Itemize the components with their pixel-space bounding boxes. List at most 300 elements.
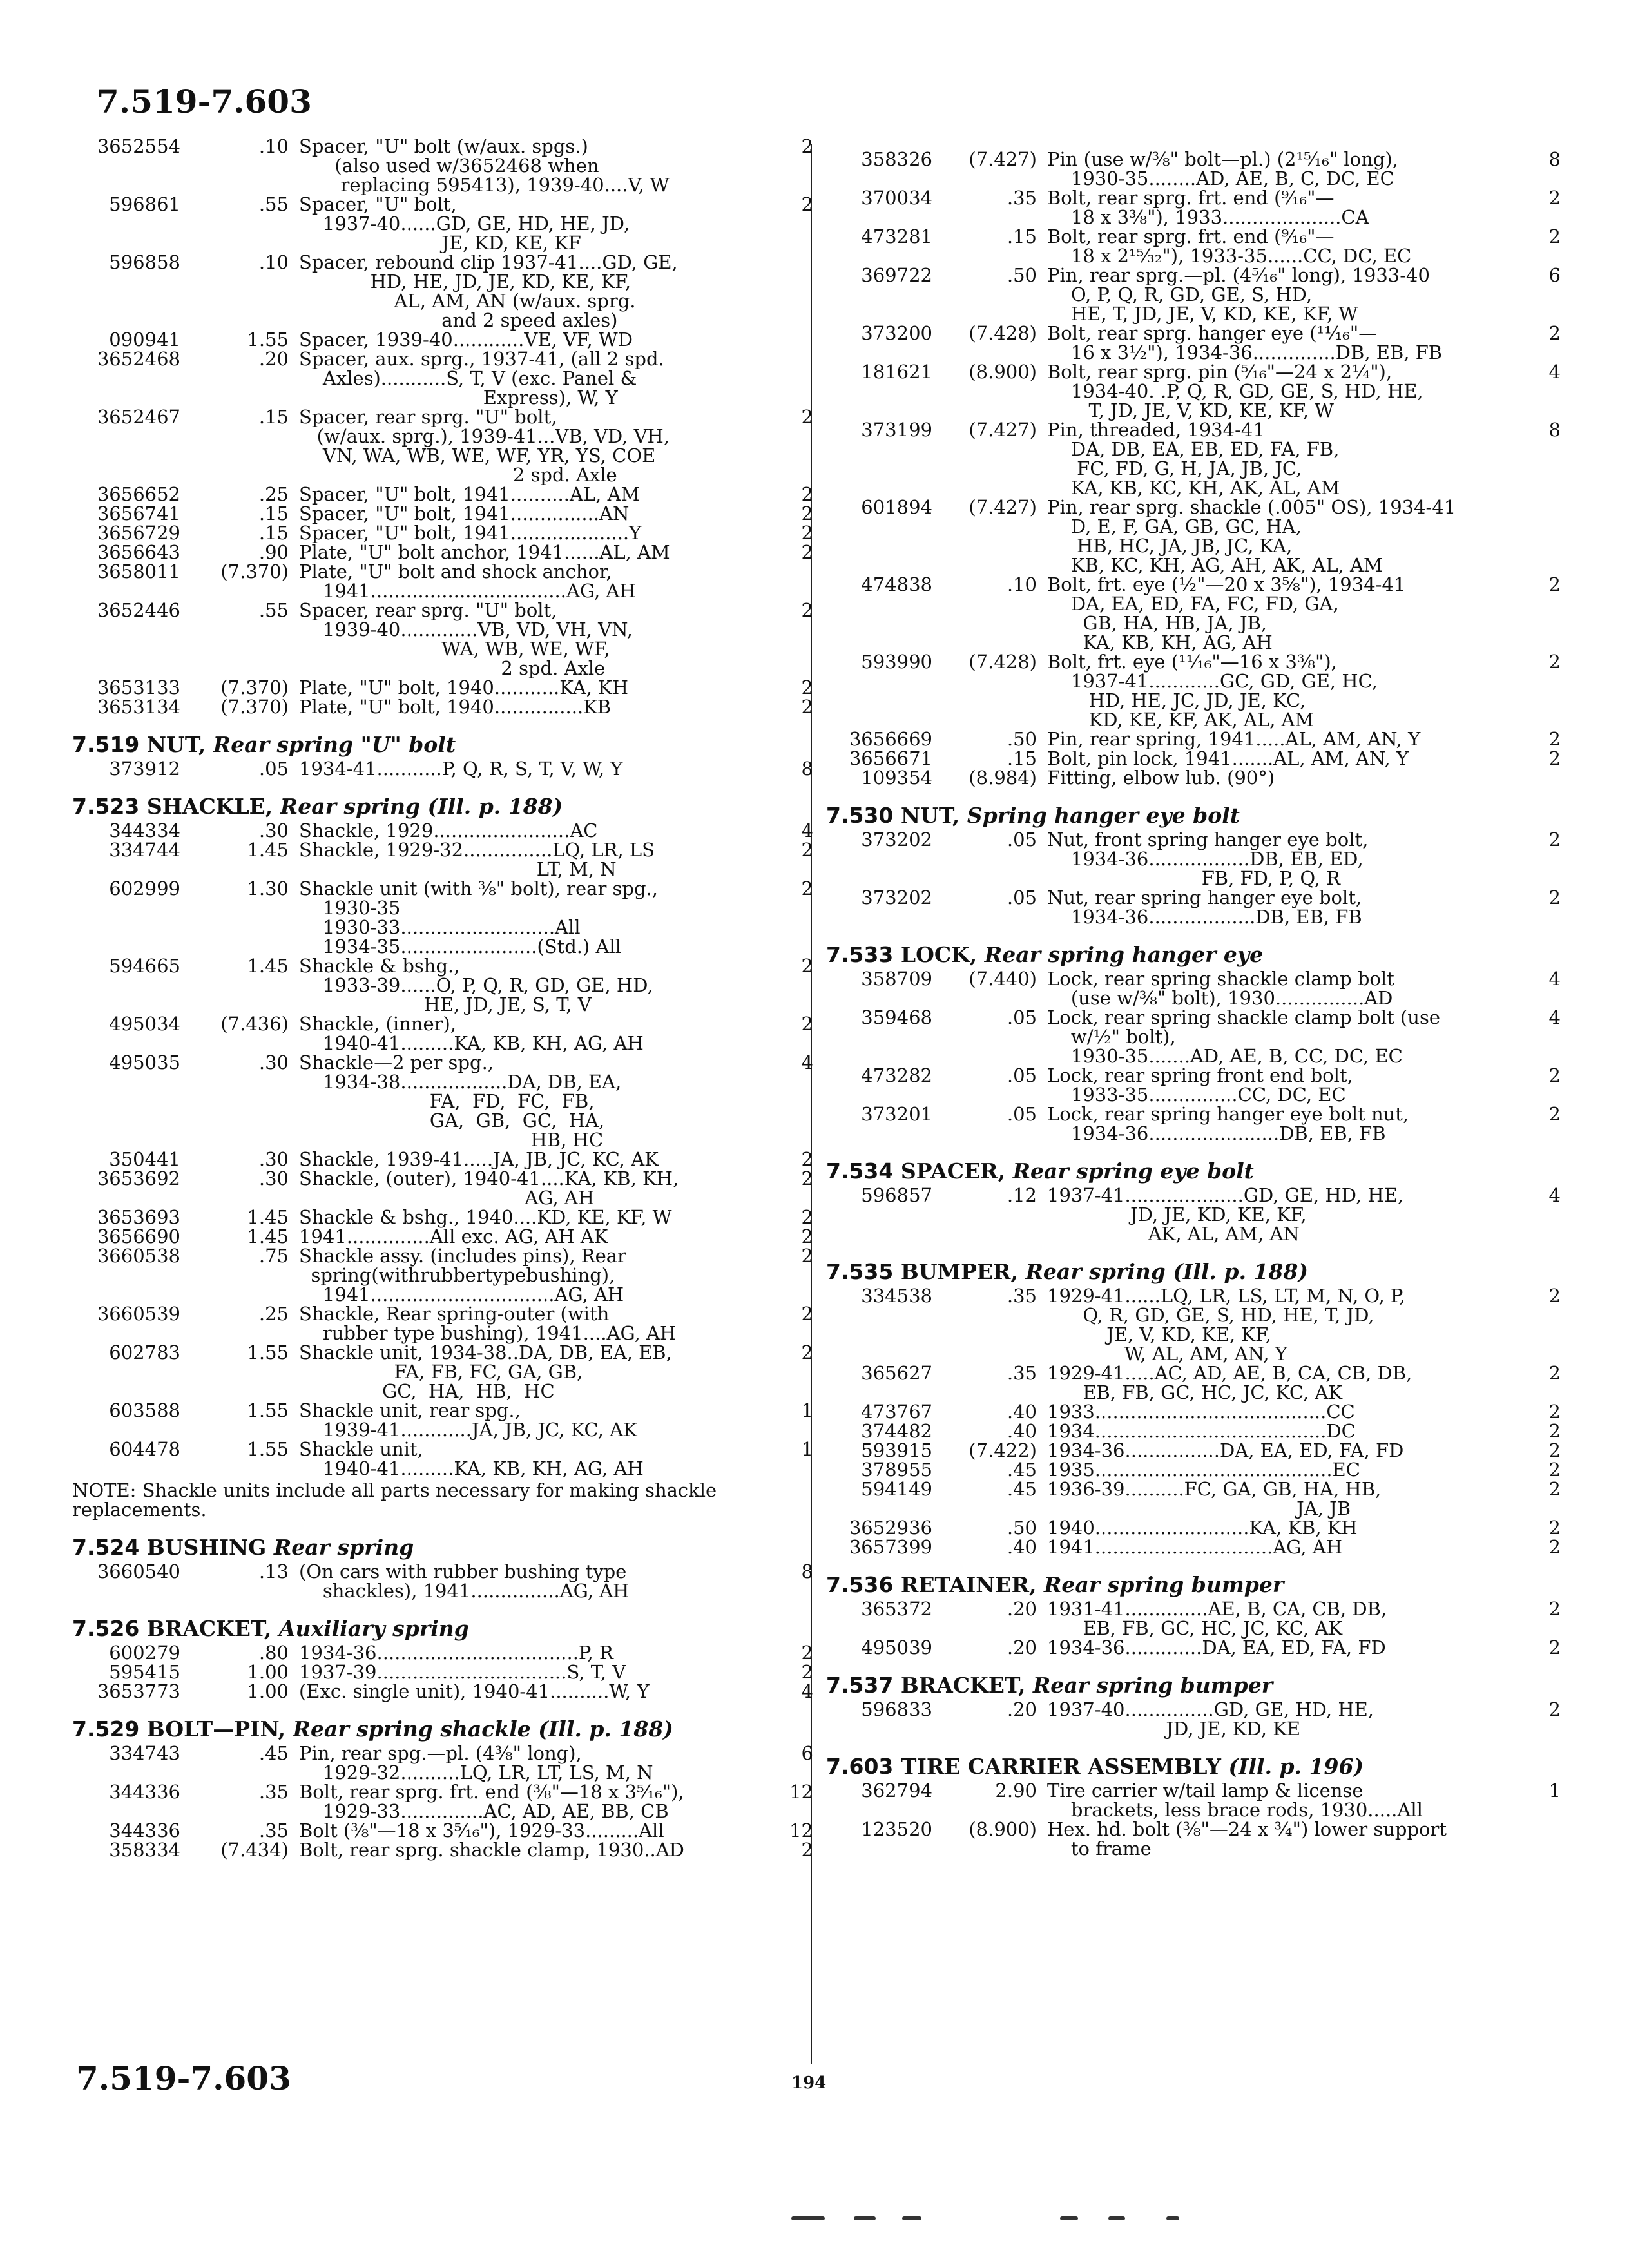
- part-description: Shackle assy. (includes pins), Rear spring(withrubbertypebushing), 1941...............................AG, AH: [299, 1245, 626, 1305]
- quantity: 2: [1548, 747, 1561, 769]
- part-description: Bolt, rear sprg. shackle clamp, 1930..AD: [299, 1839, 684, 1861]
- parts-list-row: [72, 407, 813, 485]
- scan-mark: [1060, 2216, 1078, 2220]
- price-or-ref: (7.370): [220, 696, 289, 718]
- part-number: 373199: [861, 419, 932, 441]
- section-number: 7.530: [826, 803, 894, 828]
- quantity: 4: [801, 1052, 813, 1073]
- price-or-ref: (7.427): [969, 148, 1037, 170]
- section-subtitle: Rear spring bumper: [1044, 1572, 1284, 1597]
- part-number: 358709: [861, 968, 932, 990]
- part-number: 3656729: [97, 522, 180, 544]
- price-or-ref: .55: [258, 599, 289, 621]
- quantity: 2: [1548, 1362, 1561, 1384]
- quantity: 2: [801, 1206, 813, 1228]
- price-or-ref: .15: [258, 406, 289, 428]
- price-or-ref: .35: [1007, 1285, 1037, 1307]
- quantity: 2: [801, 677, 813, 698]
- price-or-ref: .05: [1007, 1103, 1037, 1125]
- parts-list-row: [826, 1066, 1561, 1104]
- section-subtitle: Rear spring (Ill. p. 188): [1025, 1259, 1308, 1284]
- quantity: 2: [801, 193, 813, 215]
- section-heading: [72, 1536, 813, 1559]
- part-description: Shackle unit (with ⅜" bolt), rear spg., 1930-35 1930-33..........................All 1934-35.......................(Std.) All: [299, 878, 658, 957]
- parts-list-row: [72, 485, 813, 504]
- quantity: 8: [801, 1561, 813, 1582]
- parts-list-row: [72, 1744, 813, 1782]
- parts-list-row: [72, 543, 813, 562]
- price-or-ref: (7.427): [969, 419, 1037, 441]
- price-or-ref: (7.370): [220, 677, 289, 698]
- part-number: 181621: [861, 361, 932, 383]
- section-number: 7.533: [826, 942, 894, 967]
- part-number: 604478: [109, 1438, 180, 1460]
- parts-list-row: [72, 1014, 813, 1053]
- price-or-ref: (8.900): [969, 1818, 1037, 1840]
- section-heading: [72, 1617, 813, 1640]
- section-subtitle: Auxiliary spring: [278, 1616, 469, 1641]
- part-description: 1934-36................DA, EA, ED, FA, FD: [1047, 1439, 1404, 1461]
- section-number: 7.534: [826, 1158, 894, 1184]
- quantity: 2: [1548, 1598, 1561, 1620]
- price-or-ref: .10: [258, 135, 289, 157]
- section-heading: [826, 1674, 1561, 1697]
- parts-list-row: [72, 759, 813, 778]
- part-description: Plate, "U" bolt and shock anchor, 1941.................................AG, AH: [299, 561, 636, 602]
- part-number: 603588: [109, 1399, 180, 1421]
- page-number: 194: [791, 2073, 827, 2093]
- quantity: 2: [801, 955, 813, 977]
- price-or-ref: .05: [1007, 1064, 1037, 1086]
- part-description: Bolt, frt. eye (¹¹⁄₁₆"—16 x 3⅜"), 1937-41............GC, GD, GE, HC, HD, HE, JC, JD, JE, KC, KD, KE, KF, AK, AL, AM: [1047, 651, 1378, 731]
- price-or-ref: .20: [1007, 1598, 1037, 1620]
- price-or-ref: .20: [258, 348, 289, 370]
- price-or-ref: .35: [1007, 187, 1037, 209]
- section-subtitle: Rear spring bumper: [1032, 1673, 1273, 1698]
- part-description: Spacer, "U" bolt, 1941....................Y: [299, 522, 642, 544]
- part-description: Bolt, rear sprg. frt. end (⁹⁄₁₆"— 18 x 2¹⁵⁄₃₂"), 1933-35......CC, DC, EC: [1047, 226, 1412, 267]
- price-or-ref: .13: [258, 1561, 289, 1582]
- section-heading: [826, 804, 1561, 827]
- part-number: 3652554: [97, 135, 180, 157]
- price-or-ref: .80: [258, 1642, 289, 1664]
- part-description: Shackle, 1939-41.....JA, JB, JC, KC, AK: [299, 1148, 659, 1170]
- quantity: 4: [801, 820, 813, 841]
- parts-list-row: [826, 888, 1561, 927]
- note-text: NOTE: Shackle units include all parts necessary for making shackle replacements.: [72, 1479, 717, 1521]
- price-or-ref: .40: [1007, 1401, 1037, 1423]
- price-or-ref: .05: [1007, 829, 1037, 850]
- section-title: BUSHING: [146, 1535, 267, 1560]
- parts-list-row: [826, 1518, 1561, 1537]
- part-number: 3656741: [97, 503, 180, 524]
- parts-list-row: [72, 1821, 813, 1840]
- part-description: Pin, rear sprg.—pl. (4⁵⁄₁₆" long), 1933-40 O, P, Q, R, GD, GE, S, HD, HE, T, JD, JE, V, KD, KE, KF, W: [1047, 264, 1430, 325]
- price-or-ref: .15: [1007, 226, 1037, 247]
- price-or-ref: (7.428): [969, 651, 1037, 673]
- quantity: 2: [801, 878, 813, 899]
- part-description: Shackle, 1929-32...............LQ, LR, LS LT, M, N: [299, 839, 655, 880]
- part-description: Spacer, aux. sprg., 1937-41, (all 2 spd. Axles)...........S, T, V (exc. Panel & Express), W, Y: [299, 348, 664, 408]
- price-or-ref: (7.436): [220, 1013, 289, 1035]
- quantity: 2: [801, 1168, 813, 1189]
- quantity: 2: [1548, 187, 1561, 209]
- parts-list-row: [826, 652, 1561, 729]
- section-heading: [72, 733, 813, 756]
- quantity: 2: [801, 503, 813, 524]
- part-description: Plate, "U" bolt, 1940...............KB: [299, 696, 612, 718]
- quantity: 2: [801, 1245, 813, 1267]
- scan-mark: [1108, 2216, 1125, 2220]
- part-description: 1929-41......LQ, LR, LS, LT, M, N, O, P, Q, R, GD, GE, S, HD, HE, T, JD, JE, V, KD, KE, KF, W, AL, AM, AN, Y: [1047, 1285, 1405, 1365]
- quantity: 2: [1548, 651, 1561, 673]
- quantity: 2: [1548, 728, 1561, 750]
- page-header-title: 7.519-7.603: [97, 82, 312, 120]
- price-or-ref: .15: [258, 503, 289, 524]
- parts-list-row: [72, 1643, 813, 1662]
- price-or-ref: .25: [258, 1303, 289, 1325]
- price-or-ref: .15: [258, 522, 289, 544]
- parts-list-row: [72, 349, 813, 407]
- parts-list-row: [826, 265, 1561, 323]
- quantity: 2: [801, 1013, 813, 1035]
- right-column: [826, 149, 1561, 1858]
- part-description: Shackle & bshg., 1940....KD, KE, KF, W: [299, 1206, 672, 1228]
- section-number: 7.529: [72, 1716, 140, 1742]
- price-or-ref: .10: [258, 251, 289, 273]
- part-number: 596861: [109, 193, 180, 215]
- quantity: 2: [801, 135, 813, 157]
- part-description: Spacer, "U" bolt, 1941...............AN: [299, 503, 630, 524]
- price-or-ref: .50: [1007, 1517, 1037, 1539]
- part-description: Bolt (⅜"—18 x 3⁵⁄₁₆"), 1929-33.........All: [299, 1820, 664, 1841]
- quantity: 1: [801, 1438, 813, 1460]
- section-number: 7.524: [72, 1535, 140, 1560]
- part-number: 594665: [109, 955, 180, 977]
- quantity: 2: [1548, 1478, 1561, 1500]
- part-description: Shackle—2 per spg., 1934-38..................DA, DB, EA, FA, FD, FC, FB, GA, GB, GC, HA, HB, HC: [299, 1052, 622, 1151]
- quantity: 2: [801, 1642, 813, 1664]
- price-or-ref: .12: [1007, 1184, 1037, 1206]
- part-number: 3658011: [97, 561, 180, 582]
- part-number: 602783: [109, 1341, 180, 1363]
- quantity: 2: [1548, 1698, 1561, 1720]
- quantity: 2: [1548, 226, 1561, 247]
- part-number: 495039: [861, 1637, 932, 1658]
- quantity: 2: [801, 541, 813, 563]
- price-or-ref: .05: [258, 758, 289, 780]
- quantity: 2: [1548, 1439, 1561, 1461]
- part-number: 3656669: [849, 728, 932, 750]
- part-number: 358334: [109, 1839, 180, 1861]
- part-description: Spacer, "U" bolt (w/aux. spgs.) (also used w/3652468 when replacing 595413), 1939-40....V, W: [299, 135, 670, 196]
- part-description: 1931-41..............AE, B, CA, CB, DB, EB, FB, GC, HC, JC, KC, AK: [1047, 1598, 1387, 1639]
- parts-list-row: [72, 601, 813, 678]
- section-subtitle: Rear spring hanger eye: [984, 942, 1264, 967]
- part-number: 3656652: [97, 483, 180, 505]
- left-column: [72, 137, 813, 1860]
- price-or-ref: .10: [1007, 573, 1037, 595]
- section-title: BRACKET,: [146, 1616, 272, 1641]
- quantity: 4: [1548, 968, 1561, 990]
- part-number: 373912: [109, 758, 180, 780]
- quantity: 6: [1548, 264, 1561, 286]
- parts-list-row: [826, 188, 1561, 227]
- parts-list-row: [72, 1207, 813, 1227]
- parts-list-row: [826, 1460, 1561, 1479]
- part-number: 370034: [861, 187, 932, 209]
- part-number: 109354: [861, 767, 932, 789]
- quantity: 2: [1548, 1637, 1561, 1658]
- page-footer-title: 7.519-7.603: [76, 2059, 291, 2097]
- section-heading: [72, 795, 813, 818]
- part-number: 3653692: [97, 1168, 180, 1189]
- parts-list-row: [72, 1782, 813, 1821]
- part-description: Spacer, rear sprg. "U" bolt, (w/aux. sprg.), 1939-41...VB, VD, VH, VN, WA, WB, WE, WF, YR, YS, COE 2 spd. Axle: [299, 406, 670, 486]
- quantity: 2: [801, 1661, 813, 1683]
- part-description: Tire carrier w/tail lamp & license brackets, less brace rods, 1930.....All: [1047, 1780, 1423, 1821]
- parts-list-row: [826, 1363, 1561, 1402]
- part-description: 1936-39..........FC, GA, GB, HA, HB, JA, JB: [1047, 1478, 1382, 1519]
- part-description: Shackle, (outer), 1940-41....KA, KB, KH, AG, AH: [299, 1168, 679, 1209]
- price-or-ref: 1.30: [247, 878, 289, 899]
- part-number: 3656671: [849, 747, 932, 769]
- section-title: SHACKLE,: [146, 794, 273, 819]
- price-or-ref: 1.55: [247, 329, 289, 351]
- quantity: 2: [801, 1148, 813, 1170]
- part-description: Nut, front spring hanger eye bolt, 1934-36.................DB, EB, ED, FB, FD, P, Q, R: [1047, 829, 1369, 889]
- parts-list-row: [72, 1682, 813, 1701]
- price-or-ref: (7.428): [969, 322, 1037, 344]
- part-number: 594149: [861, 1478, 932, 1500]
- quantity: 2: [1548, 322, 1561, 344]
- quantity: 2: [1548, 829, 1561, 850]
- part-number: 602999: [109, 878, 180, 899]
- part-number: 473767: [861, 1401, 932, 1423]
- price-or-ref: .45: [1007, 1478, 1037, 1500]
- parts-list-row: [826, 830, 1561, 888]
- part-number: 473281: [861, 226, 932, 247]
- part-description: 1940..........................KA, KB, KH: [1047, 1517, 1358, 1539]
- scan-mark: [791, 2216, 825, 2220]
- price-or-ref: .55: [258, 193, 289, 215]
- quantity: 2: [801, 483, 813, 505]
- quantity: 4: [1548, 361, 1561, 383]
- section-title: NUT,: [900, 803, 960, 828]
- parts-list-row: [72, 330, 813, 349]
- price-or-ref: .35: [1007, 1362, 1037, 1384]
- scan-mark: [854, 2216, 876, 2220]
- part-number: 3656643: [97, 541, 180, 563]
- part-number: 334538: [861, 1285, 932, 1307]
- part-description: Lock, rear spring shackle clamp bolt (use w/½" bolt), 1930-35.......AD, AE, B, CC, DC, EC: [1047, 1006, 1441, 1067]
- part-description: Shackle, (inner), 1940-41.........KA, KB, KH, AG, AH: [299, 1013, 644, 1054]
- part-description: Shackle, 1929.......................AC: [299, 820, 598, 841]
- parts-list-row: [72, 1053, 813, 1149]
- parts-list-row: [72, 1439, 813, 1478]
- part-description: Bolt, rear sprg. hanger eye (¹¹⁄₁₆"— 16 x 3½"), 1934-36..............DB, EB, FB: [1047, 322, 1443, 363]
- quantity: 2: [1548, 573, 1561, 595]
- section-title: TIRE CARRIER ASSEMBLY: [900, 1754, 1221, 1779]
- part-number: 373202: [861, 887, 932, 908]
- quantity: 1: [1548, 1780, 1561, 1802]
- parts-list-row: [72, 840, 813, 879]
- parts-list-row: [826, 1638, 1561, 1657]
- part-number: 3656690: [97, 1225, 180, 1247]
- price-or-ref: .40: [1007, 1536, 1037, 1558]
- section-subtitle: Rear spring eye bolt: [1012, 1158, 1254, 1184]
- price-or-ref: 1.55: [247, 1399, 289, 1421]
- price-or-ref: .45: [258, 1742, 289, 1764]
- quantity: 2: [1548, 1459, 1561, 1481]
- parts-list-row: [826, 749, 1561, 768]
- quantity: 2: [801, 1839, 813, 1861]
- section-title: SPACER,: [900, 1158, 1006, 1184]
- part-description: Bolt, pin lock, 1941.......AL, AM, AN, Y: [1047, 747, 1409, 769]
- price-or-ref: .30: [258, 1052, 289, 1073]
- quantity: 2: [1548, 1285, 1561, 1307]
- part-number: 593990: [861, 651, 932, 673]
- parts-list-row: [72, 1149, 813, 1169]
- parts-list-row: [826, 1008, 1561, 1066]
- part-description: 1934-41...........P, Q, R, S, T, V, W, Y: [299, 758, 623, 780]
- price-or-ref: 1.45: [247, 1225, 289, 1247]
- price-or-ref: (8.900): [969, 361, 1037, 383]
- parts-list-row: [826, 497, 1561, 575]
- part-number: 474838: [861, 573, 932, 595]
- part-description: 1929-41.....AC, AD, AE, B, CA, CB, DB, EB, FB, GC, HC, JC, KC, AK: [1047, 1362, 1412, 1403]
- part-description: 1934-36.............DA, EA, ED, FA, FD: [1047, 1637, 1386, 1658]
- part-description: Spacer, rebound clip 1937-41....GD, GE, HD, HE, JD, JE, KD, KE, KF, AL, AM, AN (w/aux. sprg. and 2 speed axles): [299, 251, 678, 331]
- part-number: 373202: [861, 829, 932, 850]
- parts-list-row: [826, 420, 1561, 497]
- section-number: 7.523: [72, 794, 140, 819]
- parts-list-row: [72, 1662, 813, 1682]
- section-heading: [826, 1260, 1561, 1283]
- quantity: 2: [1548, 1103, 1561, 1125]
- price-or-ref: 1.45: [247, 839, 289, 861]
- part-number: 362794: [861, 1780, 932, 1802]
- part-description: 1941..............................AG, AH: [1047, 1536, 1343, 1558]
- part-description: Bolt, rear sprg. frt. end (⁹⁄₁₆"— 18 x 3⅜"), 1933....................CA: [1047, 187, 1369, 228]
- quantity: 2: [1548, 1420, 1561, 1442]
- parts-list-row: [72, 562, 813, 601]
- price-or-ref: 1.45: [247, 955, 289, 977]
- scan-mark: [1166, 2216, 1179, 2220]
- quantity: 2: [1548, 887, 1561, 908]
- part-description: Shackle unit, 1940-41.........KA, KB, KH, AG, AH: [299, 1438, 644, 1479]
- quantity: 12: [789, 1820, 813, 1841]
- section-number: 7.603: [826, 1754, 894, 1779]
- parts-list-row: [72, 697, 813, 716]
- part-number: 495034: [109, 1013, 180, 1035]
- part-number: 3660539: [97, 1303, 180, 1325]
- part-number: 3652936: [849, 1517, 932, 1539]
- part-description: 1937-41....................GD, GE, HD, HE, JD, JE, KD, KE, KF, AK, AL, AM, AN: [1047, 1184, 1404, 1245]
- price-or-ref: (7.434): [220, 1839, 289, 1861]
- quantity: 6: [801, 1742, 813, 1764]
- price-or-ref: .90: [258, 541, 289, 563]
- quantity: 8: [1548, 148, 1561, 170]
- quantity: 8: [1548, 419, 1561, 441]
- part-description: Lock, rear spring front end bolt, 1933-35...............CC, DC, EC: [1047, 1064, 1353, 1106]
- parts-list-row: [826, 1537, 1561, 1557]
- parts-list-row: [72, 1562, 813, 1600]
- part-number: 3660538: [97, 1245, 180, 1267]
- part-number: 596833: [861, 1698, 932, 1720]
- section-subtitle: Rear spring: [273, 1535, 414, 1560]
- part-number: 369722: [861, 264, 932, 286]
- parts-list-row: [826, 1820, 1561, 1858]
- quantity: 12: [789, 1781, 813, 1803]
- section-heading: [826, 1573, 1561, 1597]
- price-or-ref: .20: [1007, 1637, 1037, 1658]
- section-title: LOCK,: [900, 942, 978, 967]
- part-number: 593915: [861, 1439, 932, 1461]
- parts-list-row: [826, 969, 1561, 1008]
- section-heading: [72, 1718, 813, 1741]
- part-description: Pin, threaded, 1934-41 DA, DB, EA, EB, ED, FA, FB, FC, FD, G, H, JA, JB, JC, KA, KB, KC, KH, AK, AL, AM: [1047, 419, 1340, 499]
- quantity: 2: [801, 839, 813, 861]
- section-subtitle: Rear spring shackle (Ill. p. 188): [293, 1716, 673, 1742]
- part-description: Lock, rear spring shackle clamp bolt (use w/⅜" bolt), 1930...............AD: [1047, 968, 1394, 1009]
- quantity: 2: [801, 696, 813, 718]
- section-title: NUT,: [146, 732, 206, 757]
- part-number: 473282: [861, 1064, 932, 1086]
- price-or-ref: 1.00: [247, 1680, 289, 1702]
- part-description: Plate, "U" bolt anchor, 1941......AL, AM: [299, 541, 670, 563]
- price-or-ref: (8.984): [969, 767, 1037, 789]
- price-or-ref: .35: [258, 1820, 289, 1841]
- part-number: 359468: [861, 1006, 932, 1028]
- price-or-ref: .05: [1007, 887, 1037, 908]
- section-number: 7.537: [826, 1673, 894, 1698]
- section-number: 7.536: [826, 1572, 894, 1597]
- price-or-ref: (7.427): [969, 496, 1037, 518]
- price-or-ref: .05: [1007, 1006, 1037, 1028]
- part-description: (On cars with rubber bushing type shackles), 1941...............AG, AH: [299, 1561, 630, 1602]
- section-title: BOLT—PIN,: [146, 1716, 286, 1742]
- part-number: 350441: [109, 1148, 180, 1170]
- part-description: Fitting, elbow lub. (90°): [1047, 767, 1275, 789]
- price-or-ref: 1.55: [247, 1438, 289, 1460]
- quantity: 2: [801, 599, 813, 621]
- parts-list-row: [72, 253, 813, 330]
- section-title: BRACKET,: [900, 1673, 1026, 1698]
- quantity: 2: [1548, 1517, 1561, 1539]
- part-number: 344334: [109, 820, 180, 841]
- parts-list-row: [826, 1421, 1561, 1441]
- part-description: Pin (use w/⅜" bolt—pl.) (2¹⁵⁄₁₆" long), 1930-35........AD, AE, B, C, DC, EC: [1047, 148, 1398, 189]
- parts-list-row: [826, 575, 1561, 652]
- part-number: 3652446: [97, 599, 180, 621]
- parts-list-row: [72, 1343, 813, 1401]
- part-number: 3652468: [97, 348, 180, 370]
- quantity: 1: [801, 1399, 813, 1421]
- part-description: 1935........................................EC: [1047, 1459, 1360, 1481]
- part-number: 365372: [861, 1598, 932, 1620]
- quantity: 2: [1548, 1401, 1561, 1423]
- quantity: 2: [801, 1341, 813, 1363]
- quantity: 4: [1548, 1006, 1561, 1028]
- part-description: Plate, "U" bolt, 1940...........KA, KH: [299, 677, 629, 698]
- price-or-ref: .30: [258, 1148, 289, 1170]
- part-description: Spacer, rear sprg. "U" bolt, 1939-40.............VB, VD, VH, VN, WA, WB, WE, WF, 2 spd. Axle: [299, 599, 633, 679]
- section-number: 7.526: [72, 1616, 140, 1641]
- part-description: Pin, rear spring, 1941.....AL, AM, AN, Y: [1047, 728, 1421, 750]
- parts-list-row: [72, 523, 813, 543]
- price-or-ref: .35: [258, 1781, 289, 1803]
